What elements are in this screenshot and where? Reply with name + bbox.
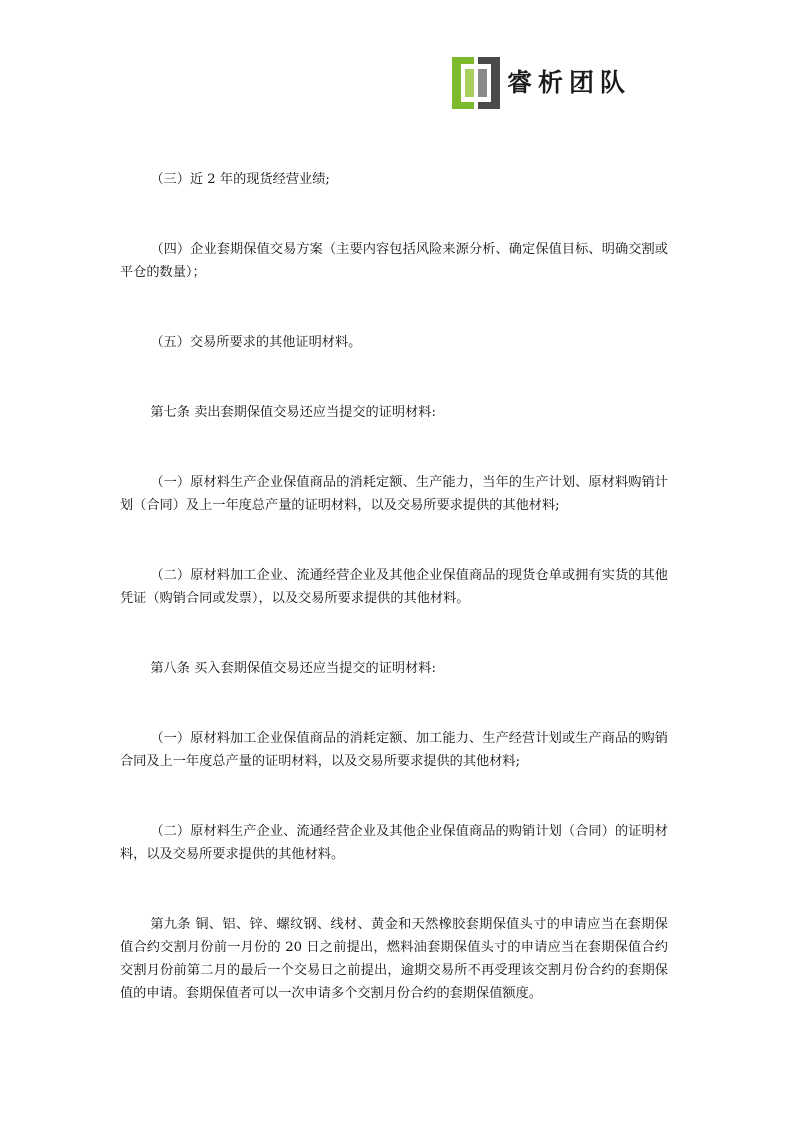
paragraph: （二）原材料生产企业、流通经营企业及其他企业保值商品的购销计划（合同）的证明材料，以及交易所要求提供的其他材料。 [120,824,668,862]
brand-logo-text: 睿析团队 [507,68,632,97]
paragraph: （三）近 2 年的现货经营业绩; [150,172,330,187]
paragraph: （二）原材料加工企业、流通经营企业及其他企业保值商品的现货仓单或拥有实货的其他凭证（购销合同或发票），以及交易所要求提供的其他材料。 [120,568,668,606]
brand-logo [452,55,662,111]
paragraph: （五）交易所要求的其他证明材料。 [150,335,362,350]
paragraph: （一）原材料加工企业保值商品的消耗定额、加工能力、生产经营计划或生产商品的购销合同及上一年度总产量的证明材料，以及交易所要求提供的其他材料; [120,731,668,769]
brand-logo-icon [452,55,500,109]
paragraph: （一）原材料生产企业保值商品的消耗定额、生产能力，当年的生产计划、原材料购销计划（合同）及上一年度总产量的证明材料，以及交易所要求提供的其他材料; [120,475,668,513]
article-heading: 第七条 卖出套期保值交易还应当提交的证明材料: [150,405,436,420]
paragraph: 第九条 铜、铝、锌、螺纹钢、线材、黄金和天然橡胶套期保值头寸的申请应当在套期保值合约交割月份前一月份的 20 日之前提出，燃料油套期保值头寸的申请应当在套期保值合约交割月份前第二月的最后一个交易日之前提出，逾期交易所不再受理该交割月份合约的套期保值的申请。套期保值者可以一次申请多个交割月份合约的套期保值额度。 [120,917,668,1001]
document-body [120,168,668,1005]
paragraph: （四）企业套期保值交易方案（主要内容包括风险来源分析、确定保值目标、明确交割或平仓的数量）； [120,242,668,280]
article-heading: 第八条 买入套期保值交易还应当提交的证明材料: [150,661,436,676]
